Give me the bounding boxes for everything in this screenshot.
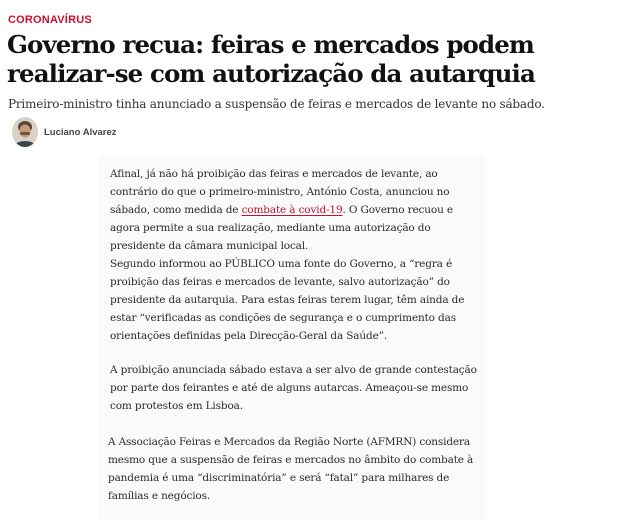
- author-name[interactable]: Luciano Alvarez: [44, 127, 117, 138]
- paragraph-3: A proibição anunciada sábado estava a ser alvo de grande contestação por parte dos feirantes e até de alguns autarcas. Ameaçou-se mesmo com protestos em Lisboa.: [110, 364, 477, 412]
- standfirst: Primeiro-ministro tinha anunciado a suspensão de feiras e mercados de levante no sábado.: [8, 97, 545, 111]
- author-avatar[interactable]: [12, 117, 38, 147]
- headline: Governo recua: feiras e mercados podem realizar-se com autorização da autarquia: [7, 30, 535, 88]
- section-tag[interactable]: CORONAVÍRUS: [8, 14, 92, 26]
- paragraph-1-text-start: Afinal, já não há proibição das feiras e mercados de levante, ao contrário do que o primeiro-ministro, António Costa, anunciou no sábado, como medida de: [110, 168, 450, 216]
- paragraph-1: [110, 165, 480, 255]
- paragraph-1-text-end: . O Governo recuou e agora permite a sua realização, mediante uma autorização do presidente da câmara municipal local.: [110, 204, 453, 252]
- author-photo-icon: [12, 117, 38, 147]
- paragraph-2: Segundo informou ao PÚBLICO uma fonte do Governo, a “regra é proibição das feiras e mercados de levante, salvo autorização” do presidente da autarquia. Para estas feiras terem lugar, têm ainda de estar “verificadas as condições de segurança e o cumprimento das orientações definidas pela Direcção-Geral da Saúde”.: [110, 258, 465, 342]
- covid-link[interactable]: combate à covid-19: [241, 204, 343, 216]
- paragraph-4: A Associação Feiras e Mercados da Região Norte (AFMRN) considera mesmo que a suspensão de feiras e mercados no âmbito do combate à pandemia é uma “discriminatória” e será “fatal” para milhares de famílias e negócios.: [108, 436, 474, 502]
